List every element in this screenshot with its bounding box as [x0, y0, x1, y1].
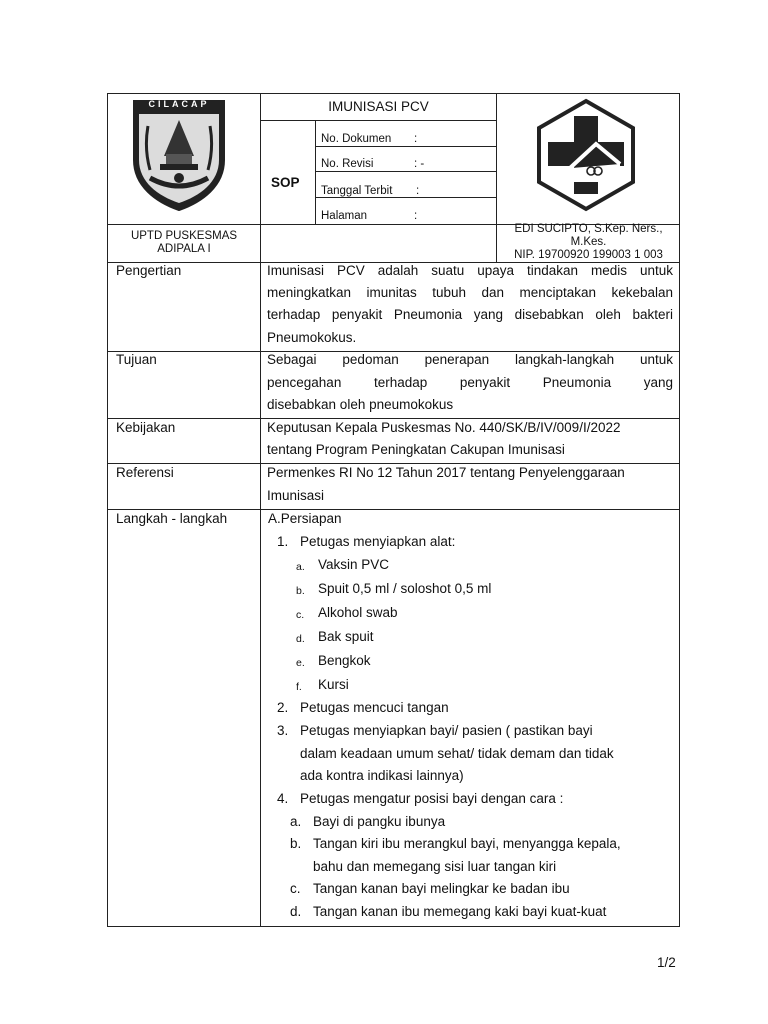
- alat-marker-e: e.: [296, 657, 305, 669]
- alat-item-b: Spuit 0,5 ml / soloshot 0,5 ml: [318, 581, 492, 596]
- posisi-item-c: Tangan kanan bayi melingkar ke badan ibu: [313, 881, 570, 896]
- tujuan-line-1: Sebagai pedoman penerapan langkah-langkah untuk: [267, 352, 673, 367]
- signer-name: EDI SUCIPTO, S.Kep. Ners.,: [514, 223, 663, 235]
- field-no-dokumen-label: No. Dokumen: [321, 133, 392, 145]
- step-3-line-1: Petugas menyiapkan bayi/ pasien ( pastikan bayi: [300, 723, 593, 738]
- step-4-number: 4.: [277, 791, 289, 806]
- row-divider-referensi: [107, 463, 680, 464]
- posisi-item-d: Tangan kanan ibu memegang kaki bayi kuat-kuat: [313, 904, 607, 919]
- step-3-line-2: dalam keadaan umum sehat/ tidak demam dan tidak: [300, 746, 614, 761]
- step-2-number: 2.: [277, 700, 289, 715]
- posisi-marker-a: a.: [290, 814, 302, 829]
- table-border-top: [107, 93, 680, 94]
- sop-label: SOP: [271, 175, 300, 190]
- puskesmas-logo: [534, 98, 638, 212]
- kebijakan-line-2: tentang Program Peningkatan Cakupan Imunisasi: [267, 442, 565, 457]
- referensi-line-1: Permenkes RI No 12 Tahun 2017 tentang Penyelenggaraan: [267, 465, 625, 480]
- logo-text: CILACAP: [148, 99, 210, 109]
- alat-marker-c: c.: [296, 609, 305, 621]
- posisi-item-b-line-1: Tangan kiri ibu merangkul bayi, menyangga kepala,: [313, 836, 621, 851]
- field-no-dokumen-sep: :: [414, 133, 418, 145]
- step-3-line-3: ada kontra indikasi lainnya): [300, 768, 464, 783]
- pengertian-line-3: terhadap penyakit Pneumonia yang disebabkan oleh bakteri: [267, 307, 673, 322]
- tujuan-line-3: disebabkan oleh pneumokokus: [267, 397, 454, 412]
- table-border-bottom: [107, 926, 680, 927]
- step-1-text: Petugas menyiapkan alat:: [300, 534, 456, 549]
- page-number: 1/2: [657, 955, 676, 970]
- alat-item-e: Bengkok: [318, 653, 371, 668]
- table-border-right: [679, 93, 680, 927]
- posisi-item-b-line-2: bahu dan memegang sisi luar tangan kiri: [313, 859, 557, 874]
- alat-item-f: Kursi: [318, 677, 349, 692]
- step-1-number: 1.: [277, 534, 289, 549]
- label-referensi: Referensi: [116, 465, 174, 480]
- alat-item-c: Alkohol swab: [318, 605, 398, 620]
- field-no-revisi-label: No. Revisi: [321, 158, 374, 170]
- alat-item-a: Vaksin PVC: [318, 557, 390, 572]
- row-divider-kebijakan: [107, 418, 680, 419]
- label-tujuan: Tujuan: [116, 352, 157, 367]
- alat-marker-d: d.: [296, 633, 305, 645]
- posisi-marker-c: c.: [290, 881, 301, 896]
- pengertian-line-2: meningkatkan imunitas tubuh dan menciptakan kekebalan: [267, 285, 673, 300]
- org-name-line2: ADIPALA I: [157, 243, 211, 255]
- posisi-item-a: Bayi di pangku ibunya: [313, 814, 446, 829]
- langkah-heading: A.Persiapan: [268, 511, 342, 526]
- header-divider-v3: [315, 120, 316, 224]
- row-divider-langkah: [107, 509, 680, 510]
- signer-nip: NIP. 19700920 199003 1 003: [514, 249, 663, 261]
- step-4-text: Petugas mengatur posisi bayi dengan cara :: [300, 791, 564, 806]
- field-halaman-label: Halaman: [321, 210, 368, 222]
- document-title: IMUNISASI PCV: [328, 99, 429, 114]
- label-pengertian: Pengertian: [116, 263, 182, 278]
- field-tanggal-terbit-sep: :: [416, 185, 420, 197]
- alat-marker-b: b.: [296, 585, 305, 597]
- pengertian-line-1: Imunisasi PCV adalah suatu upaya tindakan medis untuk: [267, 263, 673, 278]
- field-tanggal-terbit-label: Tanggal Terbit: [321, 185, 393, 197]
- step-2-text: Petugas mencuci tangan: [300, 700, 449, 715]
- kebijakan-line-1: Keputusan Kepala Puskesmas No. 440/SK/B/IV/009/I/2022: [267, 420, 621, 435]
- alat-marker-f: f.: [296, 681, 302, 693]
- tujuan-line-2: pencegahan terhadap penyakit Pneumonia yang: [267, 375, 673, 390]
- field-no-revisi-sep: : -: [414, 158, 425, 170]
- table-border-left: [107, 93, 108, 927]
- label-langkah: Langkah - langkah: [116, 511, 228, 526]
- pengertian-line-4: Pneumokokus.: [267, 330, 357, 345]
- alat-marker-a: a.: [296, 561, 305, 573]
- referensi-line-2: Imunisasi: [267, 488, 325, 503]
- org-name-line1: UPTD PUSKESMAS: [130, 230, 238, 242]
- label-kebijakan: Kebijakan: [116, 420, 176, 435]
- field-halaman-sep: :: [414, 210, 418, 222]
- title-underline: [260, 120, 497, 121]
- step-3-number: 3.: [277, 723, 289, 738]
- signer-title: M.Kes.: [570, 236, 607, 248]
- posisi-marker-b: b.: [290, 836, 302, 851]
- field-divider-2: [315, 171, 497, 172]
- field-divider-1: [315, 146, 497, 147]
- header-divider-v1: [260, 93, 261, 927]
- field-divider-3: [315, 197, 497, 198]
- cilacap-logo: [130, 98, 228, 212]
- posisi-marker-d: d.: [290, 904, 302, 919]
- alat-item-d: Bak spuit: [318, 629, 374, 644]
